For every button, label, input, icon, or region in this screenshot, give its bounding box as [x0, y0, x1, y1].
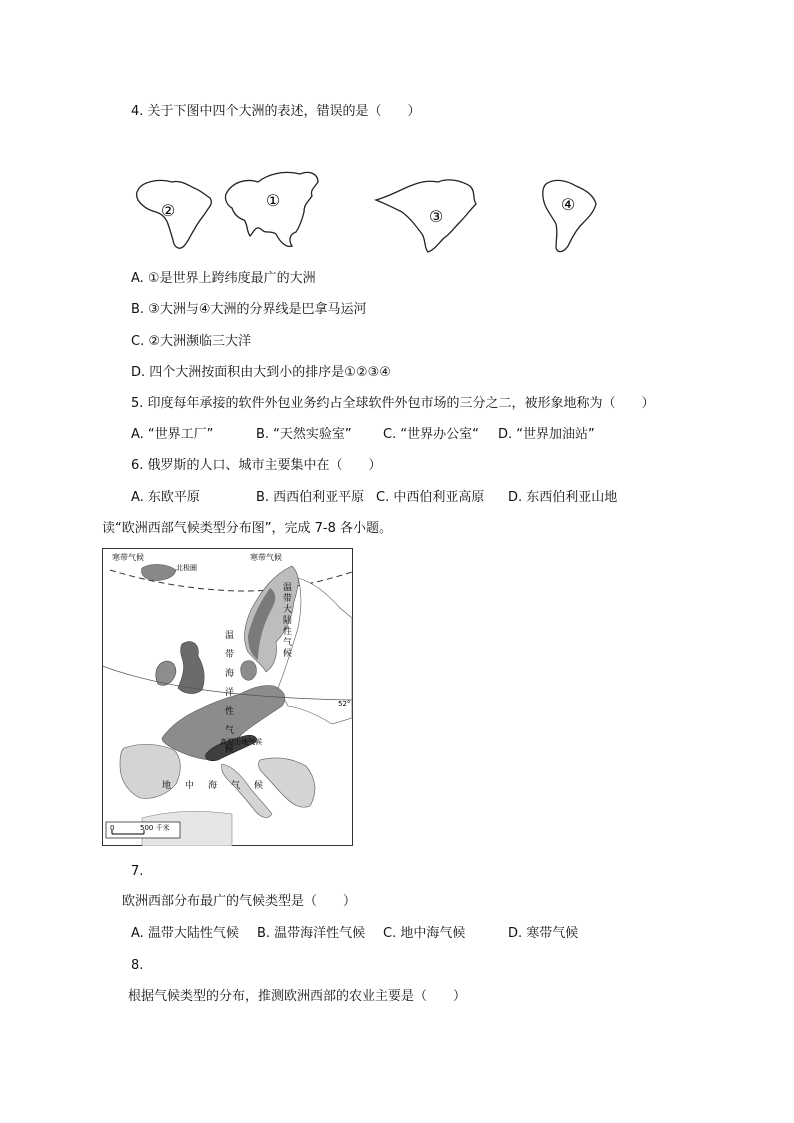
q7-option-c[interactable]: C. 地中海气候	[383, 926, 466, 941]
label-1: ①	[265, 191, 281, 210]
label-4: ④	[560, 195, 576, 214]
q7-option-d[interactable]: D. 寒带气候	[508, 926, 579, 941]
q4-option-c[interactable]: C. ②大洲濒临三大洋	[131, 334, 251, 349]
scale-bar	[106, 822, 180, 838]
q4-stem: 4. 关于下图中四个大洲的表述，错误的是（ ）	[131, 104, 421, 119]
q7-stem: 欧洲西部分布最广的气候类型是（ ）	[122, 894, 357, 909]
q7-number: 7.	[131, 864, 144, 879]
q6-option-c[interactable]: C. 中西伯利亚高原	[376, 490, 485, 505]
q7-option-a[interactable]: A. 温带大陆性气候	[131, 926, 239, 941]
label-cold-left: 寒带气候	[112, 553, 144, 562]
denmark-shape	[241, 661, 257, 681]
label-continental: 温带大陆性气候	[281, 582, 291, 659]
north-america-outline	[376, 180, 476, 252]
q4-option-a[interactable]: A. ①是世界上跨纬度最广的大洲	[131, 271, 316, 286]
q7-option-b[interactable]: B. 温带海洋性气候	[257, 926, 366, 941]
q4-option-d[interactable]: D. 四个大洲按面积由大到小的排序是①②③④	[131, 365, 391, 380]
map-intro: 读“欧洲西部气候类型分布图”，完成 7-8 各小题。	[102, 521, 392, 536]
lat-label: 52°	[338, 700, 351, 708]
q5-stem: 5. 印度每年承接的软件外包业务约占全球软件外包市场的三分之二，被形象地称为（ ）	[131, 396, 655, 411]
label-3: ③	[428, 207, 444, 226]
label-arctic-circle: 北极圈	[176, 564, 197, 572]
q6-option-b[interactable]: B. 西西伯利亚平原	[256, 490, 365, 505]
scale-500: 500 千米	[140, 824, 170, 832]
label-maritime: 温带海洋性气候	[223, 630, 233, 763]
q5-option-b[interactable]: B. “天然实验室”	[256, 427, 352, 442]
q4-option-b[interactable]: B. ③大洲与④大洲的分界线是巴拿马运河	[131, 302, 367, 317]
europe-climate-map	[102, 548, 353, 846]
q8-number: 8.	[131, 958, 144, 973]
q5-option-d[interactable]: D. “世界加油站”	[498, 427, 595, 442]
q5-option-a[interactable]: A. “世界工厂”	[131, 427, 214, 442]
q6-option-a[interactable]: A. 东欧平原	[131, 490, 200, 505]
south-america-outline	[543, 180, 596, 251]
label-2: ②	[160, 201, 176, 220]
q8-stem: 根据气候类型的分布，推测欧洲西部的农业主要是（ ）	[128, 989, 467, 1004]
q6-option-d[interactable]: D. 东西伯利亚山地	[508, 490, 618, 505]
label-cold-right: 寒带气候	[250, 553, 282, 562]
scale-0: 0	[110, 824, 115, 832]
q5-option-c[interactable]: C. “世界办公室“	[383, 427, 479, 442]
continents-figure	[128, 160, 608, 260]
label-mediterranean: 地中海气候	[162, 781, 278, 791]
label-mountain: 高原山地气候	[220, 738, 262, 746]
q6-stem: 6. 俄罗斯的人口、城市主要集中在（ ）	[131, 458, 382, 473]
